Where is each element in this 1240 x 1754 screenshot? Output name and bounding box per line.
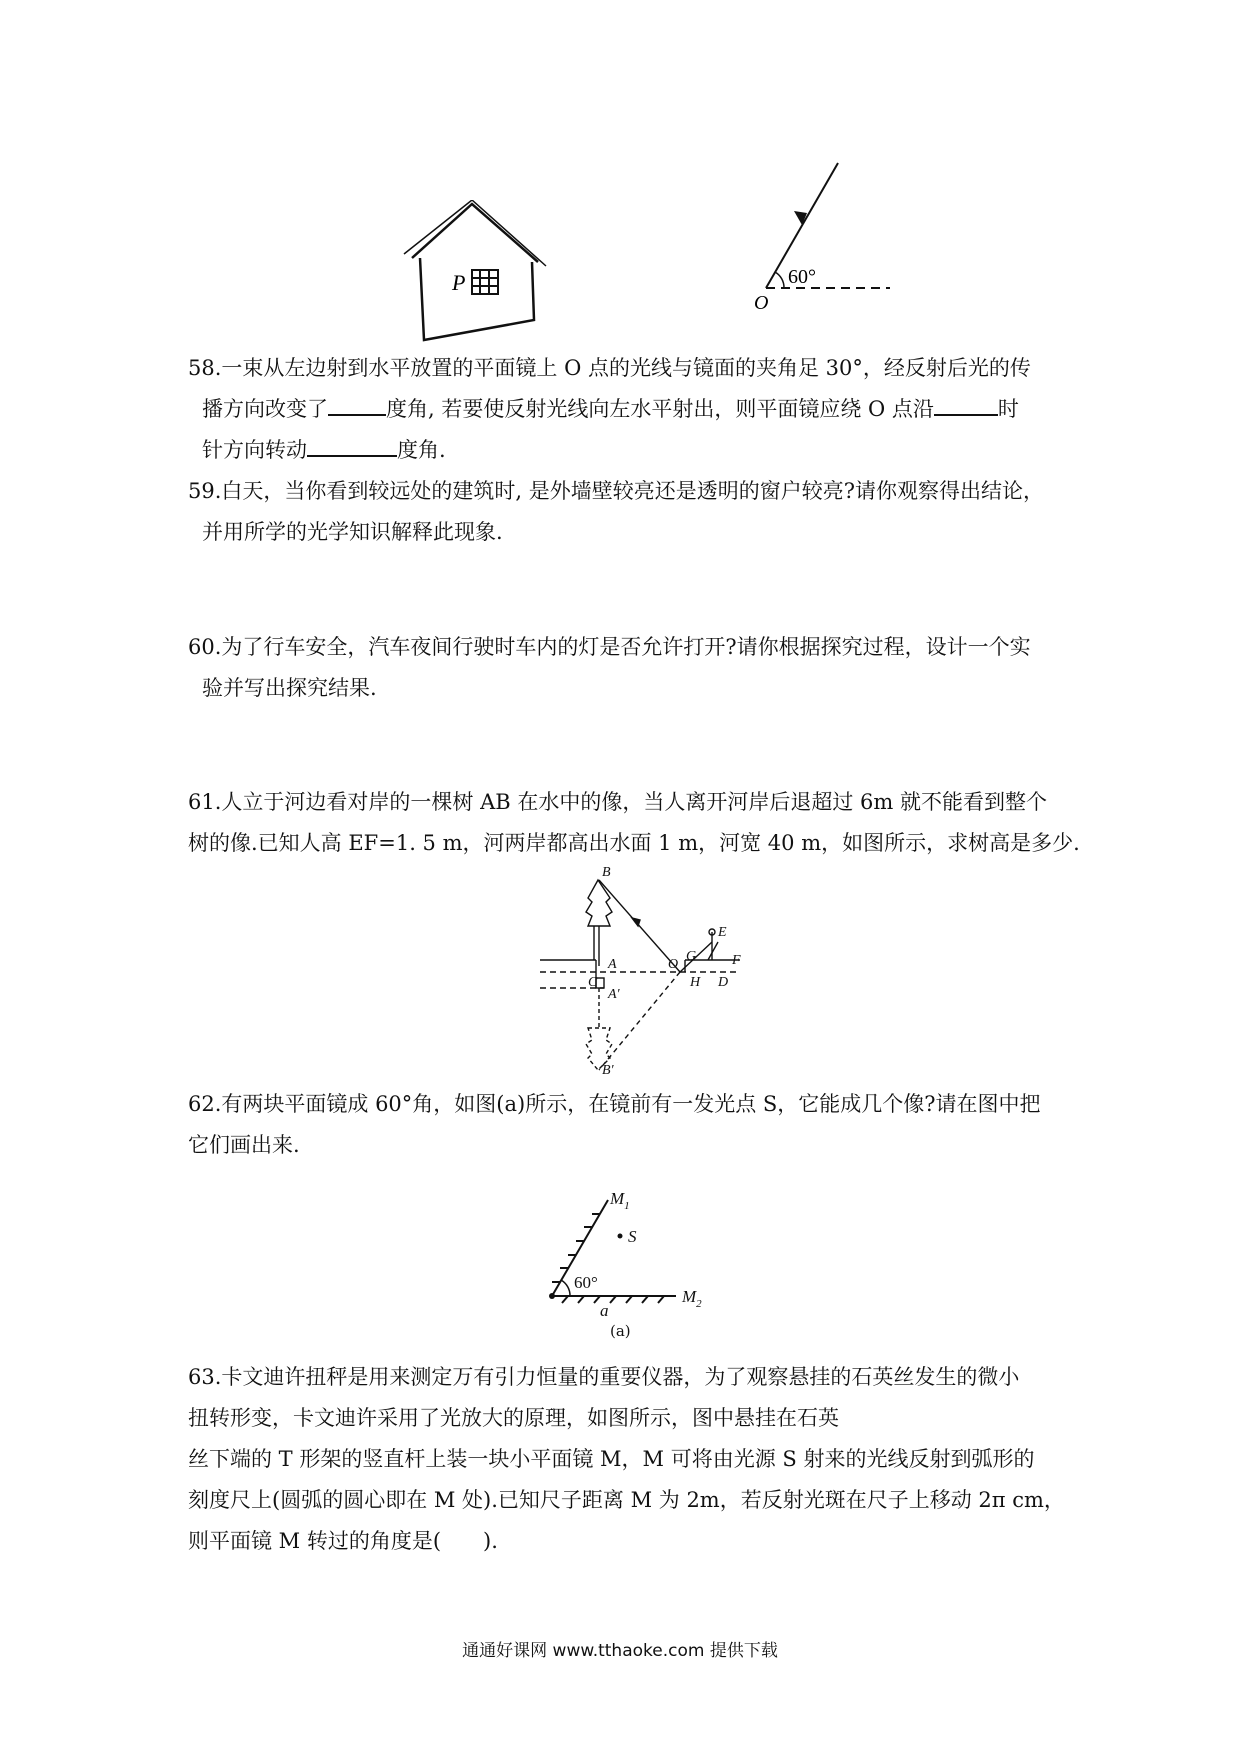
q63-line1: 63.卡文迪许扭秤是用来测定万有引力恒量的重要仪器，为了观察悬挂的石英丝发生的微小 xyxy=(188,1365,1020,1389)
window-grid xyxy=(472,270,498,294)
q62-line2: 它们画出来. xyxy=(188,1133,300,1157)
tree-label-o: O xyxy=(668,957,679,972)
ray-angle-label: 60° xyxy=(788,266,816,288)
question-58 xyxy=(188,348,1068,471)
tree-label-e: E xyxy=(718,925,727,940)
tree-label-b-prime: B′ xyxy=(602,1063,614,1075)
question-61 xyxy=(188,782,1080,864)
tree-label-h: H xyxy=(690,975,701,990)
tree-label-a: A xyxy=(608,957,617,972)
tree-label-a-prime: A′ xyxy=(608,987,620,1002)
point-s-label: S xyxy=(628,1227,637,1246)
house-figure xyxy=(400,200,550,345)
mirror-m1-label: $M_1$ xyxy=(610,1189,630,1212)
arrow-head-icon xyxy=(794,211,807,225)
mirrors-figure xyxy=(540,1178,720,1318)
tree-label-c: C xyxy=(588,975,598,990)
tree-label-b: B xyxy=(602,865,611,880)
label-a: a xyxy=(600,1301,609,1318)
tree-label-f: F xyxy=(732,953,741,968)
mirror-angle-label: 60° xyxy=(574,1273,598,1292)
ray-figure xyxy=(740,155,910,315)
question-60 xyxy=(188,627,1068,709)
q58-line2: 播方向改变了 度角, 若要使反射光线向左水平射出，则平面镜应绕 O 点沿 时 xyxy=(188,389,1068,430)
answer-blank-2[interactable] xyxy=(934,392,998,416)
q63-line2: 扭转形变，卡文迪许采用了光放大的原理，如图所示，图中悬挂在石英 xyxy=(188,1406,839,1430)
q60-line2: 验并写出探究结果. xyxy=(202,676,377,700)
tree-label-g: G xyxy=(686,949,697,964)
q58-line1: 58.一束从左边射到水平放置的平面镜上 O 点的光线与镜面的夹角足 30°，经反射后光的传 xyxy=(188,356,1031,380)
q61-line1: 61.人立于河边看对岸的一棵树 AB 在水中的像，当人离开河岸后退超过 6m 就不能看到整个 xyxy=(188,790,1047,814)
q58-line3: 针方向转动 度角. xyxy=(188,430,1068,471)
question-63 xyxy=(188,1357,1068,1562)
answer-blank-3[interactable] xyxy=(307,433,397,457)
ray-point-label: O xyxy=(754,292,769,314)
tree-reflection-figure xyxy=(540,860,750,1075)
q61-line2: 树的像.已知人高 EF=1. 5 m，河两岸都高出水面 1 m，河宽 40 m，如图所示，求树高是多少. xyxy=(188,831,1080,855)
q63-line3: 丝下端的 T 形架的竖直杆上装一块小平面镜 M，M 可将由光源 S 射来的光线反射到弧形的 xyxy=(188,1447,1035,1471)
mirror-m2-label: $M_2$ xyxy=(682,1287,702,1310)
answer-blank-1[interactable] xyxy=(328,392,386,416)
question-62 xyxy=(188,1084,1068,1166)
q59-line2: 并用所学的光学知识解释此现象. xyxy=(202,520,503,544)
q60-line1: 60.为了行车安全，汽车夜间行驶时车内的灯是否允许打开?请你根据探究过程，设计一个实 xyxy=(188,635,1031,659)
mirrors-caption: (a) xyxy=(610,1322,631,1340)
house-label: P xyxy=(452,270,466,295)
q63-line5: 则平面镜 M 转过的角度是( ). xyxy=(188,1529,498,1553)
tree-label-d: D xyxy=(718,975,729,990)
q59-line1: 59.白天，当你看到较远处的建筑时, 是外墙壁较亮还是透明的窗户较亮?请你观察得出结论， xyxy=(188,479,1045,503)
q62-line1: 62.有两块平面镜成 60°角，如图(a)所示，在镜前有一发光点 S，它能成几个像?请在图中把 xyxy=(188,1092,1041,1116)
q63-line4: 刻度尺上(圆弧的圆心即在 M 处).已知尺子距离 M 为 2m，若反射光斑在尺子上移动 2π cm， xyxy=(188,1488,1065,1512)
question-59 xyxy=(188,471,1068,553)
page-footer[interactable]: 通通好课网 www.tthaoke.com 提供下载 xyxy=(462,1641,778,1661)
